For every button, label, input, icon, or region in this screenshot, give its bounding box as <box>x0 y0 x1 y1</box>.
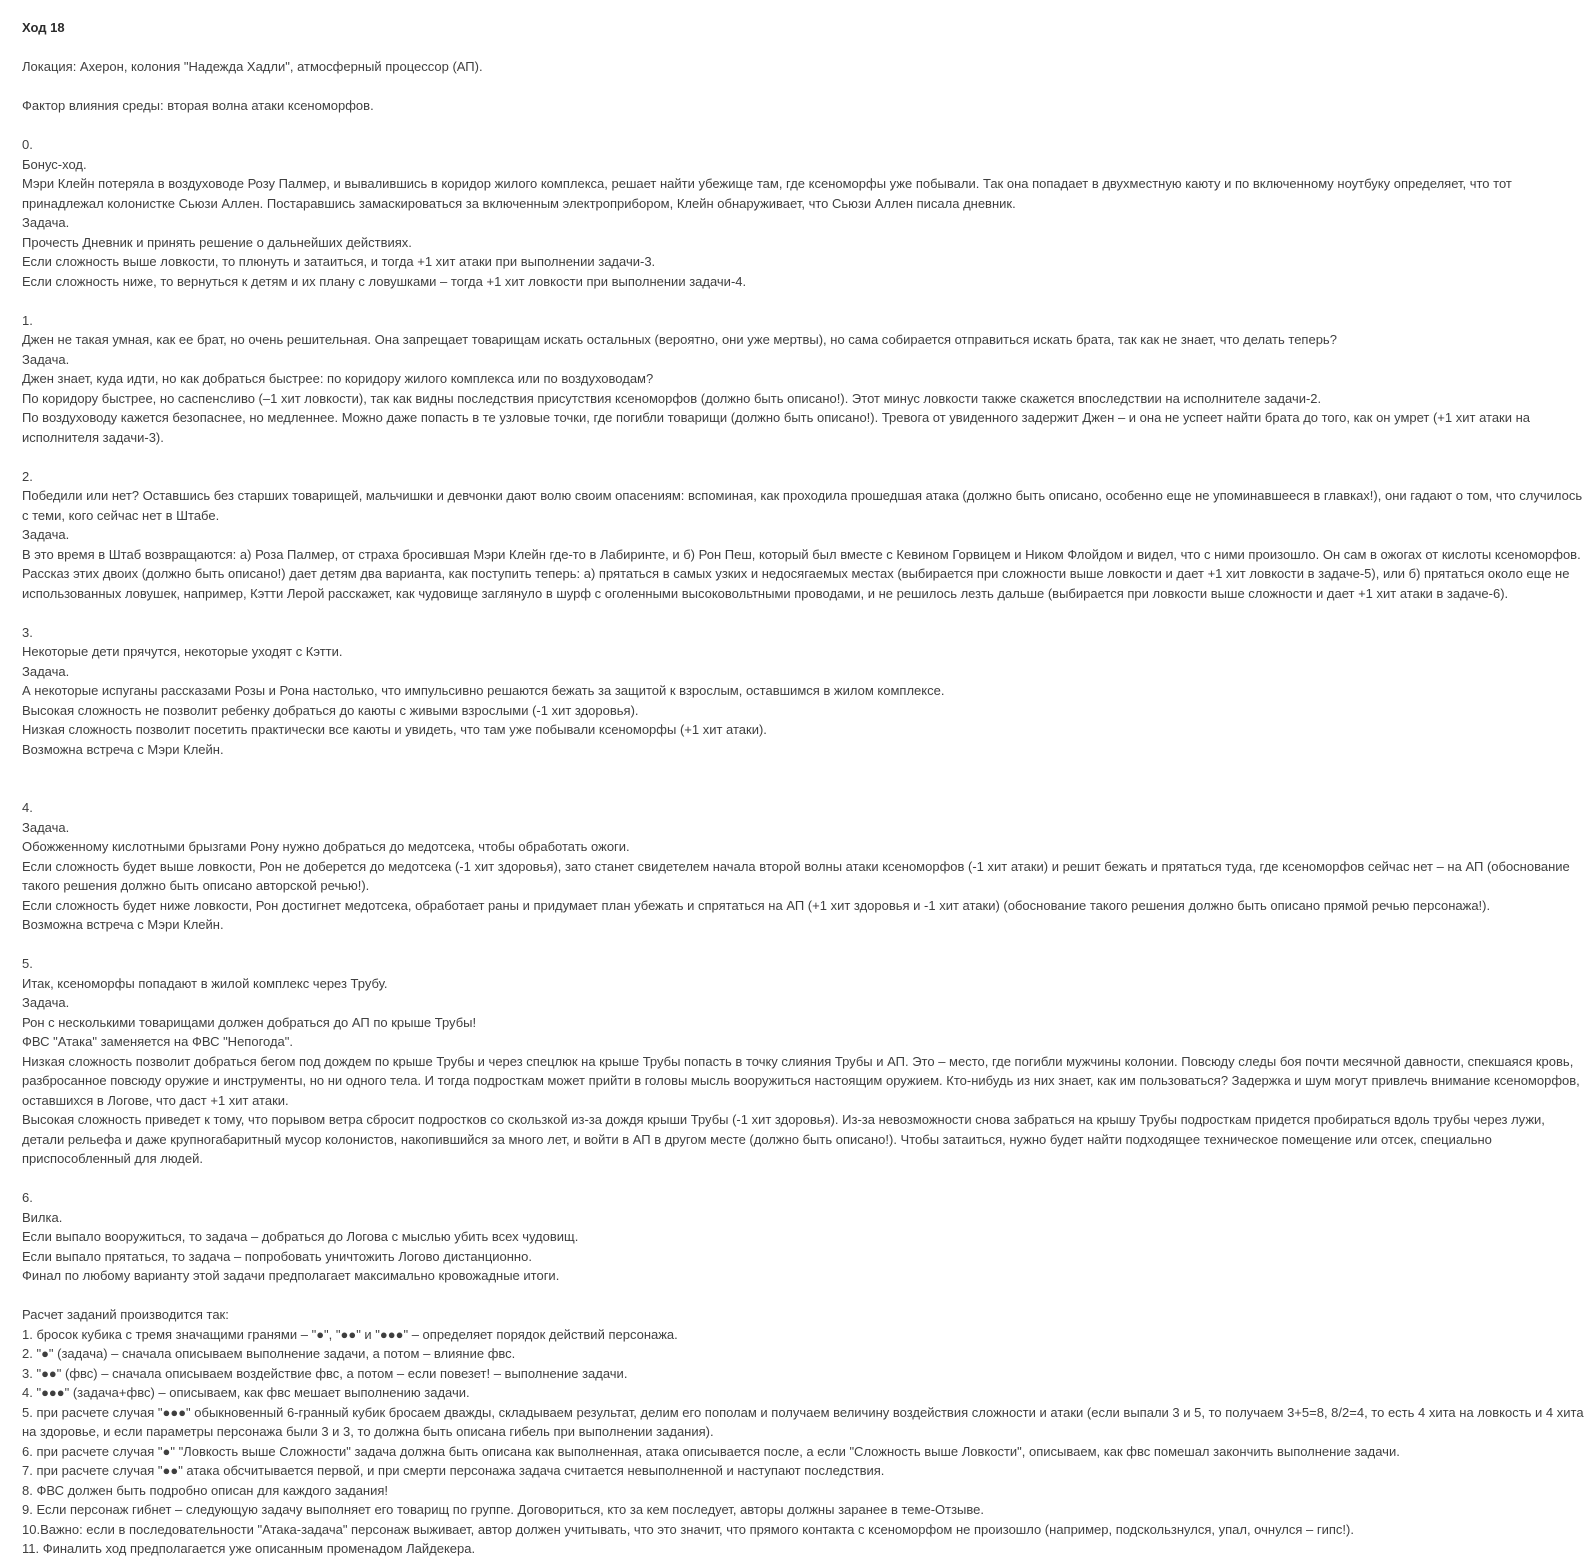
spacer <box>22 1286 1585 1306</box>
step-line: Высокая сложность не позволит ребенку добраться до каюты с живыми взрослыми (-1 хит здоровья). <box>22 702 639 718</box>
step-line: Если сложность будет ниже ловкости, Рон достигнет медотсека, обработает раны и придумает план убежать и спрятаться на АП (+1 хит здоровья и -1 хит атаки) (обоснование такого решения должно быть описано прямой речью персонажа!). <box>22 897 1491 913</box>
rules-block <box>22 1305 1585 1559</box>
step-line: Возможна встреча с Мэри Клейн. <box>22 917 224 932</box>
step-line: Возможна встреча с Мэри Клейн. <box>22 741 224 757</box>
step-line: Задача. <box>22 351 70 367</box>
spacer <box>22 603 1585 623</box>
step-line: Обожженному кислотными брызгами Рону нужно добраться до медотсека, чтобы обработать ожоги. <box>22 839 630 854</box>
step-line: По коридору быстрее, но саспенсливо (–1 хит ловкости), так как видны последствия присутствия ксеноморфов (должно быть описано!). Этот минус ловкости также скажется впоследствии на исполнителе задачи-2. <box>22 390 1322 406</box>
step-line: Победили или нет? Оставшись без старших товарищей, мальчишки и девчонки дают волю своим опасениям: вспоминая, как проходила прошедшая атака (должно быть описано, особенно еще не упоминавшееся в главках!), они гадают о том, что случилось с теми, кого сейчас нет в Штабе. <box>22 488 1583 523</box>
step-line: Финал по любому варианту этой задачи предполагает максимально кровожадные итоги. <box>22 1268 560 1283</box>
step-block-1 <box>22 311 1585 448</box>
step-line: Задача. <box>22 527 70 542</box>
step-line: Прочесть Дневник и принять решение о дальнейших действиях. <box>22 234 412 250</box>
rules-item: 10.Важно: если в последовательности "Атака-задача" персонаж выживает, автор должен учитывать, что это значит, что прямого контакта с ксеноморфом не произошло (например, подскользнулся, упал, очнулся – гипс!). <box>22 1521 1354 1537</box>
rules-item: 7. при расчете случая "●●" атака обсчитывается первой, и при смерти персонажа задача считается невыполненной и наступают последствия. <box>22 1463 885 1478</box>
step-number: 4. <box>22 800 33 815</box>
rules-item: 5. при расчете случая "●●●" обыкновенный 6-гранный кубик бросаем дважды, складываем результат, делим его пополам и получаем величину воздействия сложности и атаки (если выпали 3 и 5, то получаем 3+5=8, 8/2=4, то есть 4 хита на ловкость и 4 хита на здоровье, и если параметры персонажа были 3 и 3, то должна быть описана гибель при выполнении задания). <box>22 1404 1584 1439</box>
rules-heading: Расчет заданий производится так: <box>22 1307 229 1322</box>
spacer <box>22 935 1585 955</box>
step-line: Низкая сложность позволит посетить практически все каюты и увидеть, что там уже побывали ксеноморфы (+1 хит атаки). <box>22 722 767 737</box>
step-line: Высокая сложность приведет к тому, что порывом ветра сбросит подростков со скользкой из-за дождя крыши Трубы (-1 хит здоровья). Из-за невозможности снова забраться на крышу Трубы подросткам придется пробираться вдоль трубы через лужи, детали рельефа и даже крупногабаритный мусор колонистов, накопившийся за много лет, и войти в АП в другом месте (должно быть описано!). Чтобы затаиться, нужно будет найти подходящее техническое помещение или отсек, специально приспособленный для людей. <box>22 1112 1545 1166</box>
location-line: Локация: Ахерон, колония "Надежда Хадли", атмосферный процессор (АП). <box>22 59 483 74</box>
rules-item: 8. ФВС должен быть подробно описан для каждого задания! <box>22 1482 389 1498</box>
factor-line: Фактор влияния среды: вторая волна атаки ксеноморфов. <box>22 98 374 113</box>
step-line: Если сложность будет выше ловкости, Рон не доберется до медотсека (-1 хит здоровья), зато станет свидетелем начала второй волны атаки ксеноморфов (-1 хит атаки) и решит бежать и прятаться туда, где ксеноморфов сейчас нет – на АП (обоснование такого решения должно быть описано авторской речью!). <box>22 858 1570 893</box>
rules-item: 9. Если персонаж гибнет – следующую задачу выполняет его товарищ по группе. Договориться, кто за кем последует, авторы должны заранее в теме-Отзыве. <box>22 1502 984 1517</box>
rules-item: 6. при расчете случая "●" "Ловкость выше Сложности" задача должна быть описана как выполненная, атака описывается после, а если "Сложность выше Ловкости", описываем, как фвс помешал закончить выполнение задачи. <box>22 1443 1400 1459</box>
step-line: Джен знает, куда идти, но как добраться быстрее: по коридору жилого комплекса или по воздуховодам? <box>22 371 654 386</box>
spacer <box>22 779 1585 799</box>
rules-item: 4. "●●●" (задача+фвс) – описываем, как фвс мешает выполнению задачи. <box>22 1385 470 1400</box>
spacer <box>22 1169 1585 1189</box>
step-number: 3. <box>22 624 33 640</box>
step-line: Если выпало вооружиться, то задача – добраться до Логова с мыслью убить всех чудовищ. <box>22 1229 579 1244</box>
spacer <box>22 759 1585 779</box>
spacer <box>22 447 1585 467</box>
step-line: Итак, ксеноморфы попадают в жилой комплекс через Трубу. <box>22 975 388 991</box>
rules-item: 1. бросок кубика с тремя значащими гранями – "●", "●●" и "●●●" – определяет порядок действий персонажа. <box>22 1326 678 1342</box>
step-line: Бонус-ход. <box>22 156 87 172</box>
step-line: А некоторые испуганы рассказами Розы и Рона настолько, что импульсивно решаются бежать за защитой к взрослым, оставшимся в жилом комплексе. <box>22 683 945 698</box>
step-block-3 <box>22 623 1585 760</box>
step-line: В это время в Штаб возвращаются: а) Роза Палмер, от страха бросившая Мэри Клейн где-то в Лабиринте, и б) Рон Пеш, который был вместе с Кевином Горвицем и Ником Флойдом и видел, что с ними произошло. Он сам в ожогах от кислоты ксеноморфов. Рассказ этих двоих (должно быть описано!) дает детям два варианта, как поступить теперь: а) прятаться в самых узких и недосягаемых местах (выбирается при сложности выше ловкости и дает +1 хит ловкости в задаче-5), или б) прятаться около еще не использованных ловушек, например, Кэтти Лерой расскажет, как чудовище заглянуло в шурф с оголенными высоковольтными проводами, и не решилось лезть дальше (выбирается при ловкости выше сложности и дает +1 хит атаки в задаче-6). <box>22 546 1581 601</box>
step-line: Задача. <box>22 995 70 1010</box>
steps-list <box>22 135 1585 1305</box>
step-block-4 <box>22 798 1585 935</box>
rules-item: 2. "●" (задача) – сначала описываем выполнение задачи, а потом – влияние фвс. <box>22 1346 516 1361</box>
step-line: Рон с несколькими товарищами должен добраться до АП по крыше Трубы! <box>22 1014 477 1030</box>
step-line: Задача. <box>22 215 70 230</box>
step-line: Низкая сложность позволит добраться бегом под дождем по крыше Трубы и через спецлюк на крыше Трубы попасть в точку слияния Трубы и АП. Это – место, где погибли мужчины колонии. Повсюду следы боя почти месячной давности, спекшаяся кровь, разбросанное повсюду оружие и инструменты, но ни одного тела. И тогда подросткам может прийти в головы мысль вооружиться настоящим оружием. Кто-нибудь из них знает, как им пользоваться? Задержка и шум могут привлечь внимание ксеноморфов, оставшихся в Логове, что даст +1 хит атаки. <box>22 1053 1580 1108</box>
step-line: Джен не такая умная, как ее брат, но очень решительная. Она запрещает товарищам искать остальных (вероятно, они уже мертвы), но сама собирается отправиться искать брата, так как не знает, что делать теперь? <box>22 332 1337 347</box>
step-block-6 <box>22 1188 1585 1286</box>
spacer <box>22 291 1585 311</box>
step-number: 1. <box>22 312 33 328</box>
step-line: По воздуховоду кажется безопаснее, но медленнее. Можно даже попасть в те узловые точки, где погибли товарищи (должно быть описано!). Тревога от увиденного задержит Джен – и она не успеет найти брата до того, как он умрет (+1 хит атаки на исполнителя задачи-3). <box>22 410 1531 445</box>
step-line: Задача. <box>22 819 70 835</box>
step-line: Мэри Клейн потеряла в воздуховоде Розу Палмер, и вывалившись в коридор жилого комплекса, решает найти убежище там, где ксеноморфы уже побывали. Так она попадает в двухместную каюту и по включенному ноутбуку определяет, что тот принадлежал колонистке Сьюзи Аллен. Постаравшись замаскироваться за включенным электроприбором, Клейн обнаруживает, что Сьюзи Аллен писала дневник. <box>22 176 1512 211</box>
post-title: Ход 18 <box>22 20 65 35</box>
spacer <box>22 116 1585 136</box>
step-line: Вилка. <box>22 1209 63 1225</box>
step-number: 6. <box>22 1190 33 1205</box>
step-number: 0. <box>22 137 33 152</box>
step-line: Некоторые дети прячутся, некоторые уходят с Кэтти. <box>22 644 343 659</box>
step-line: ФВС "Атака" заменяется на ФВС "Непогода". <box>22 1034 294 1049</box>
step-block-5 <box>22 954 1585 1169</box>
step-line: Если выпало прятаться, то задача – попробовать уничтожить Логово дистанционно. <box>22 1248 532 1264</box>
rules-item: 11. Финалить ход предполагается уже описанным променадом Лайдекера. <box>22 1541 476 1556</box>
spacer <box>22 38 1585 58</box>
step-number: 5. <box>22 956 33 971</box>
spacer <box>22 77 1585 97</box>
step-block-0 <box>22 135 1585 291</box>
step-line: Если сложность ниже, то вернуться к детям и их плану с ловушками – тогда +1 хит ловкости при выполнении задачи-4. <box>22 273 747 289</box>
step-block-2 <box>22 467 1585 604</box>
step-line: Если сложность выше ловкости, то плюнуть и затаиться, и тогда +1 хит атаки при выполнении задачи-3. <box>22 254 656 269</box>
rules-item: 3. "●●" (фвс) – сначала описываем воздействие фвс, а потом – если повезет! – выполнение задачи. <box>22 1365 628 1381</box>
step-number: 2. <box>22 468 33 484</box>
step-line: Задача. <box>22 663 70 679</box>
